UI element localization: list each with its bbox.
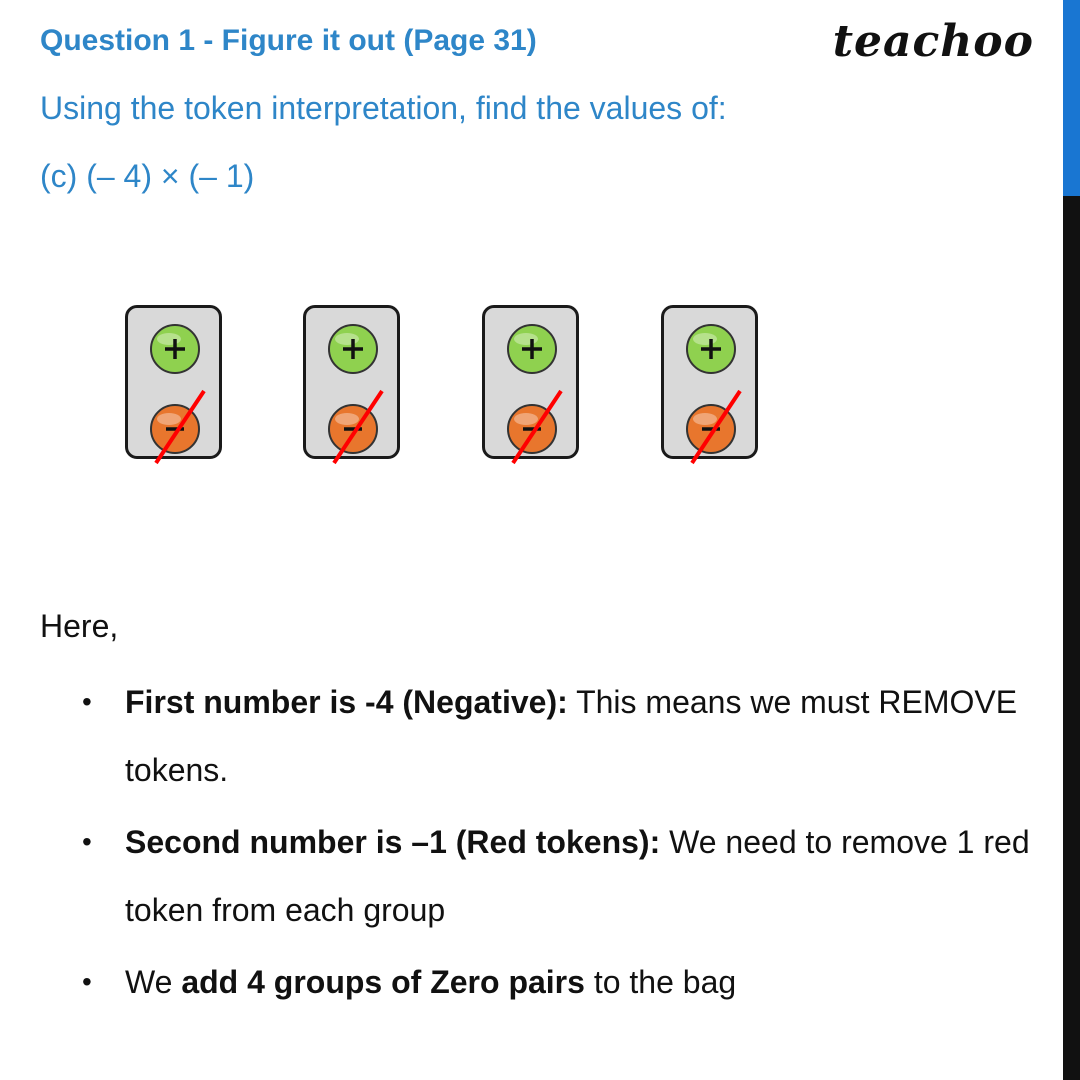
explanation-list [80,668,1050,1020]
bullet-text: This means we must REMOVE tokens. [125,684,1018,788]
scrollbar-thumb[interactable] [1063,0,1080,196]
bullet-text: to the bag [584,964,737,1000]
positive-token [508,325,556,373]
token-bag [303,305,400,459]
token-bag-drawing [303,305,400,459]
question-text: Using the token interpretation, find the values of: [40,90,727,126]
question-title: Question 1 - Figure it out (Page 31) [40,24,537,57]
bullet-bold: First number is -4 (Negative): [125,684,568,720]
token-bag [661,305,758,459]
bullet-bold: add 4 groups of Zero pairs [181,964,585,1000]
bullet-text: We [125,964,182,1000]
explanation-intro: Here, [40,608,119,644]
token-bag [482,305,579,459]
bullet-icon: • [82,686,92,717]
token-bag-drawing [125,305,222,459]
bullet-bold: Second number is –1 (Red tokens): [125,824,661,860]
positive-token [687,325,735,373]
bullet-icon: • [82,826,92,857]
positive-token [151,325,199,373]
token-bag-drawing [482,305,579,459]
question-part: (c) (– 4) × (– 1) [40,158,255,194]
teachoo-logo: teachoo [832,16,1034,67]
token-bag [125,305,222,459]
list-item [80,948,1050,1016]
list-item [80,668,1050,804]
bullet-icon: • [82,966,92,997]
bullet-text: We need to remove 1 red token from each group [125,824,1030,928]
list-item [80,808,1050,944]
positive-token [329,325,377,373]
token-bag-drawing [661,305,758,459]
